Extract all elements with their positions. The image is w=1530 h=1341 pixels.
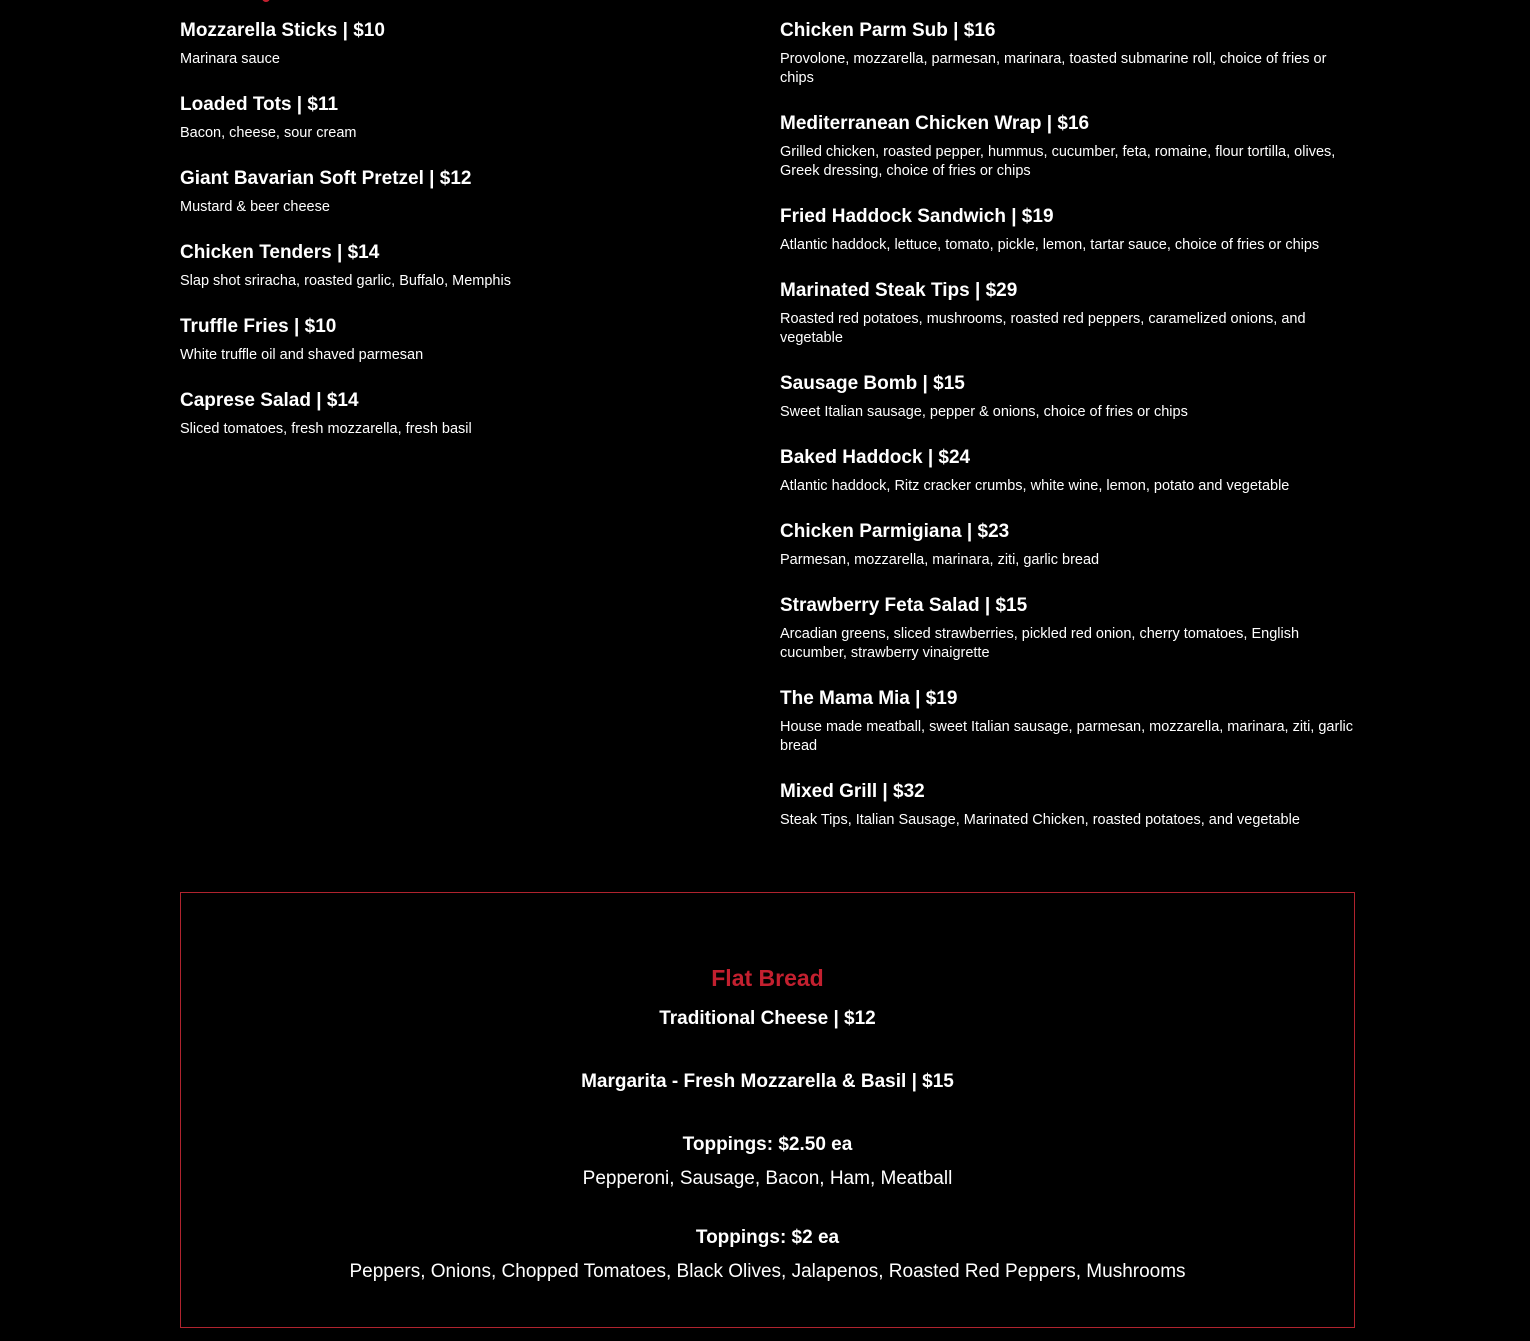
menu-item-title: Mixed Grill | $32 <box>780 781 925 802</box>
menu-item <box>780 686 1355 756</box>
menu-item-description: Steak Tips, Italian Sausage, Marinated Chicken, roasted potatoes, and vegetable <box>780 812 1300 828</box>
flat-bread-traditional: Traditional Cheese | $12 <box>659 1008 876 1029</box>
menu-item-description: Provolone, mozzarella, parmesan, marinara, toasted submarine roll, choice of fries or chips <box>780 51 1327 86</box>
flat-bread-heading: Flat Bread <box>711 965 824 991</box>
menu-item-description: Slap shot sriracha, roasted garlic, Buffalo, Memphis <box>180 273 511 289</box>
heading-fragment <box>262 0 270 2</box>
menu-item-description: House made meatball, sweet Italian sausage, parmesan, mozzarella, marinara, ziti, garlic bread <box>780 719 1354 754</box>
menu-item-description: Atlantic haddock, lettuce, tomato, pickle, lemon, tartar sauce, choice of fries or chips <box>780 237 1320 253</box>
menu-item <box>180 240 740 291</box>
menu-item-description: Sweet Italian sausage, pepper & onions, choice of fries or chips <box>780 404 1188 420</box>
menu-item-description: Arcadian greens, sliced strawberries, pickled red onion, cherry tomatoes, English cucumber, strawberry vinaigrette <box>780 626 1300 661</box>
menu-item <box>780 593 1355 663</box>
menu-item <box>180 388 740 439</box>
menu-item-title: Chicken Parmigiana | $23 <box>780 521 1010 542</box>
menu-item-description: Mustard & beer cheese <box>180 199 330 215</box>
menu-item-description: Atlantic haddock, Ritz cracker crumbs, white wine, lemon, potato and vegetable <box>780 478 1290 494</box>
menu-item <box>780 519 1355 570</box>
toppings-premium-list: Pepperoni, Sausage, Bacon, Ham, Meatball <box>582 1168 953 1189</box>
menu-item <box>180 166 740 217</box>
menu-item <box>180 92 740 143</box>
menu-item-description: Grilled chicken, roasted pepper, hummus, cucumber, feta, romaine, flour tortilla, olives, Greek dressing, choice of fries or chips <box>780 144 1336 179</box>
menu-item-title: Mozzarella Sticks | $10 <box>180 20 385 41</box>
menu-item-title: Fried Haddock Sandwich | $19 <box>780 206 1054 227</box>
menu-item-title: Sausage Bomb | $15 <box>780 373 965 394</box>
menu-item-title: The Mama Mia | $19 <box>780 688 958 709</box>
toppings-premium-label: Toppings: $2.50 ea <box>682 1134 853 1155</box>
menu-item <box>780 111 1355 181</box>
menu-item <box>780 779 1355 830</box>
menu-item-description: Parmesan, mozzarella, marinara, ziti, garlic bread <box>780 552 1100 568</box>
flat-bread-section <box>180 892 1355 1328</box>
menu-item-title: Chicken Parm Sub | $16 <box>780 20 996 41</box>
menu-item-title: Marinated Steak Tips | $29 <box>780 280 1018 301</box>
menu-item <box>180 314 740 365</box>
menu-item-title: Baked Haddock | $24 <box>780 447 971 468</box>
appetizers-column <box>180 18 740 462</box>
menu-item <box>780 18 1355 88</box>
menu-item-title: Caprese Salad | $14 <box>180 390 359 411</box>
menu-item-title: Mediterranean Chicken Wrap | $16 <box>780 113 1090 134</box>
menu-item-description: Roasted red potatoes, mushrooms, roasted red peppers, caramelized onions, and vegetable <box>780 311 1306 346</box>
menu-item-title: Chicken Tenders | $14 <box>180 242 380 263</box>
menu-item <box>780 278 1355 348</box>
entrees-column <box>780 18 1355 853</box>
menu-item-title: Loaded Tots | $11 <box>180 94 339 115</box>
menu-item-title: Giant Bavarian Soft Pretzel | $12 <box>180 168 472 189</box>
toppings-standard-label: Toppings: $2 ea <box>695 1227 840 1248</box>
menu-item-title: Truffle Fries | $10 <box>180 316 337 337</box>
menu-item-description: Bacon, cheese, sour cream <box>180 125 357 141</box>
menu-item-description: Marinara sauce <box>180 51 280 67</box>
menu-item-description: White truffle oil and shaved parmesan <box>180 347 424 363</box>
menu-item <box>780 204 1355 255</box>
menu-item <box>780 445 1355 496</box>
menu-item-description: Sliced tomatoes, fresh mozzarella, fresh basil <box>180 421 472 437</box>
flat-bread-margarita: Margarita - Fresh Mozzarella & Basil | $15 <box>581 1071 954 1092</box>
menu-item <box>780 371 1355 422</box>
menu-item <box>180 18 740 69</box>
toppings-standard-list: Peppers, Onions, Chopped Tomatoes, Black Olives, Jalapenos, Roasted Red Peppers, Mushrooms <box>349 1261 1186 1282</box>
menu-item-title: Strawberry Feta Salad | $15 <box>780 595 1028 616</box>
